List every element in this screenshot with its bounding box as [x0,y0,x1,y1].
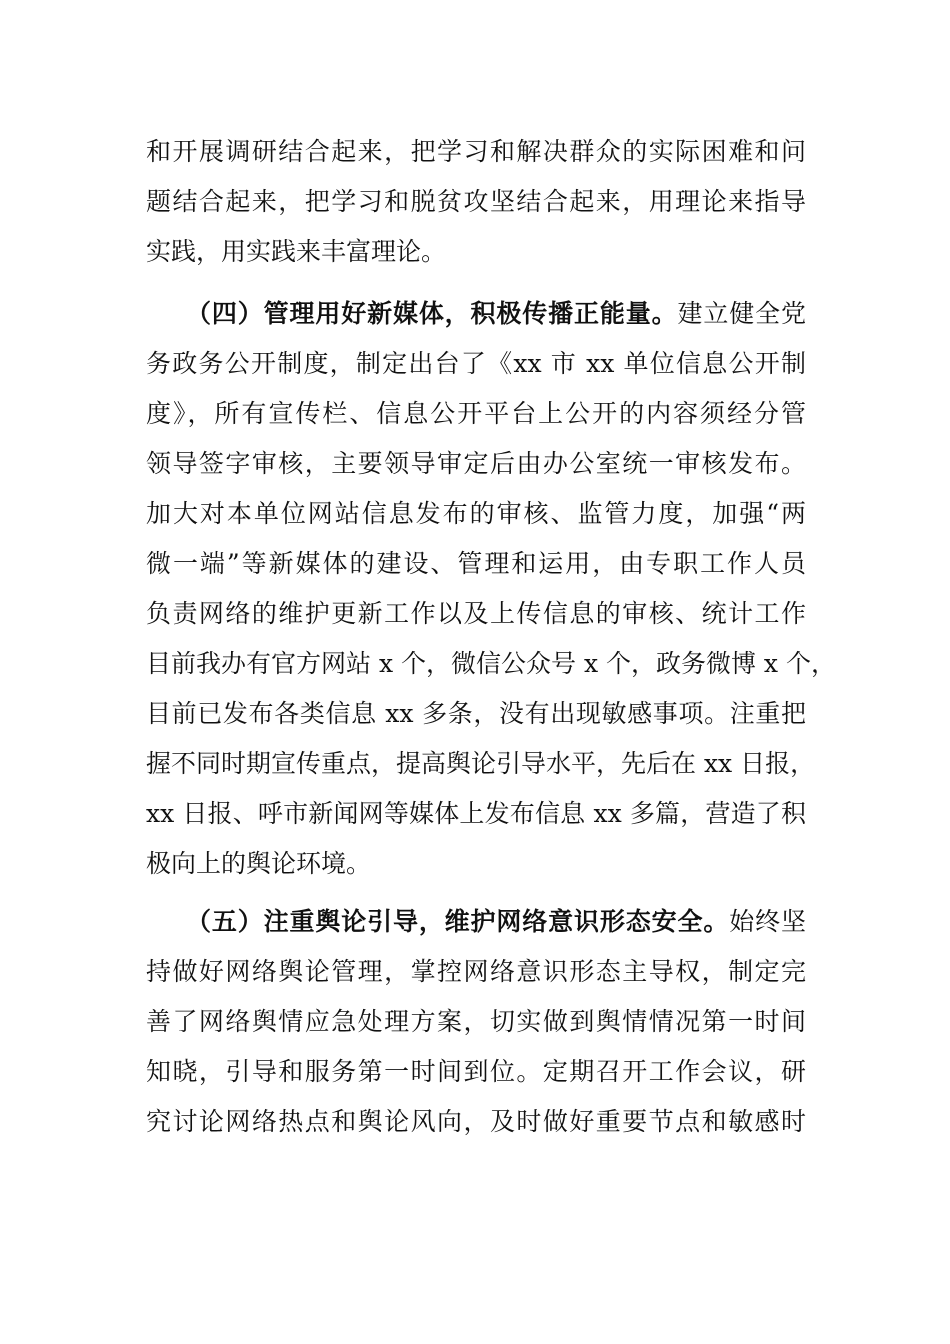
text-line: 负责网络的维护更新工作以及上传信息的审核、统计工作 [146,599,806,628]
text-line: 和开展调研结合起来，把学习和解决群众的实际困难和问 [146,137,806,166]
text-line-with-heading [146,897,806,947]
text-line: 究讨论网络热点和舆论风向，及时做好重要节点和敏感时 [146,1107,806,1136]
section-heading: （五）注重舆论引导，维护网络意识形态安全。 [186,907,730,936]
text-line: 极向上的舆论环境。 [146,849,372,878]
paragraph-continuation [146,127,806,277]
text-line: 知晓，引导和服务第一时间到位。定期召开工作会议，研 [146,1057,806,1086]
heading-line-rest: 始终坚 [729,907,806,936]
text-line: 实践，用实践来丰富理论。 [146,237,447,266]
text-line: 目前已发布各类信息 xx 多条，没有出现敏感事项。注重把 [146,699,806,728]
text-line: 题结合起来，把学习和脱贫攻坚结合起来，用理论来指导 [146,187,806,216]
paragraph-section-4 [146,289,836,889]
text-line: 加大对本单位网站信息发布的审核、监管力度，加强“两 [146,499,806,528]
section-heading: （四）管理用好新媒体，积极传播正能量。 [186,299,678,328]
text-line: 握不同时期宣传重点，提高舆论引导水平，先后在 xx 日报， [146,749,816,778]
text-line: 务政务公开制度，制定出台了《xx 市 xx 单位信息公开制 [146,349,806,378]
heading-line-rest: 建立健全党 [677,299,806,328]
text-line: 目前我办有官方网站 x 个，微信公众号 x 个，政务微博 x 个， [146,649,836,678]
text-line: 度》，所有宣传栏、信息公开平台上公开的内容须经分管 [146,399,806,428]
text-line: 持做好网络舆论管理，掌控网络意识形态主导权，制定完 [146,957,806,986]
text-line-with-heading [146,289,806,339]
text-line: 善了网络舆情应急处理方案，切实做到舆情情况第一时间 [146,1007,806,1036]
text-line: 领导签字审核，主要领导审定后由办公室统一审核发布。 [146,449,806,478]
text-line: 微一端”等新媒体的建设、管理和运用，由专职工作人员 [146,549,806,578]
text-line: xx 日报、呼市新闻网等媒体上发布信息 xx 多篇，营造了积 [146,799,806,828]
paragraph-section-5 [146,897,806,1147]
